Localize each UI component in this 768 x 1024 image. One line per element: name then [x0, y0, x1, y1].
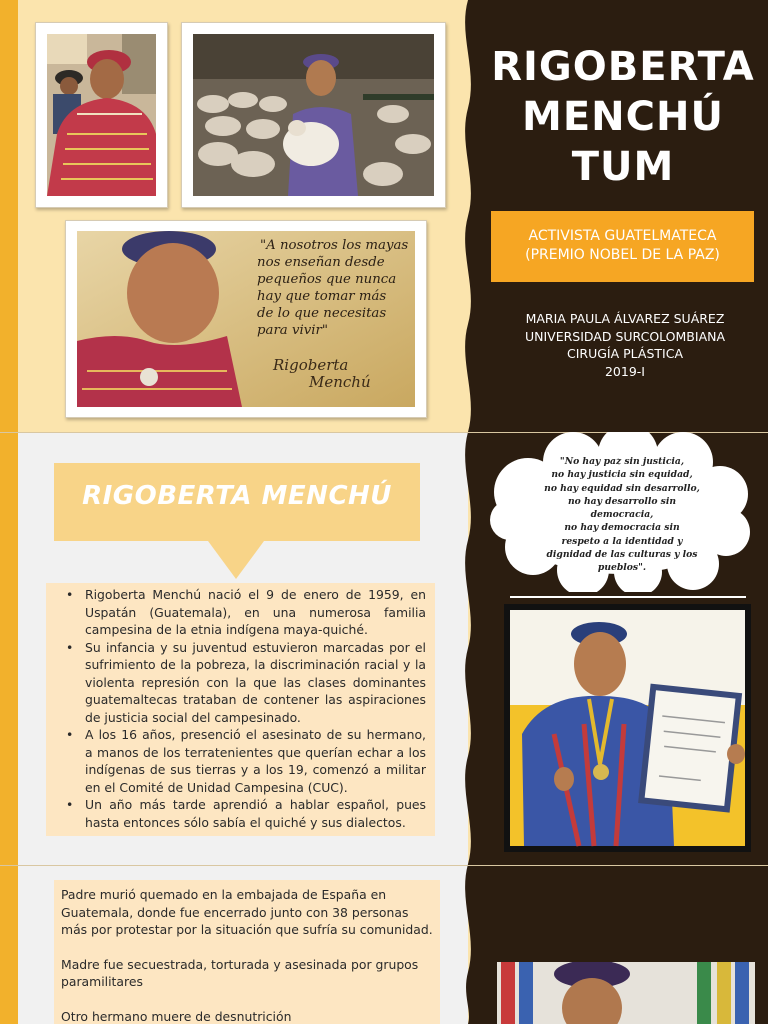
diploma-photo: [504, 604, 751, 852]
signature-text: Rigoberta Menchú: [273, 356, 371, 391]
bullet-icon: •: [66, 727, 74, 742]
family-paragraph: Madre fue secuestrada, torturada y asesinada por grupos paramilitares: [61, 956, 419, 989]
bio-item-text: A los 16 años, presenció el asesinato de su hermano, a manos de los terratenientes que querían echar a los indígenas de sus tierras y a los 19, comenzó a militar en el Comité de Unidad Campesina (CUC).: [85, 727, 426, 795]
author-university: UNIVERSIDAD SURCOLOMBIANA: [524, 328, 726, 344]
bullet-icon: •: [66, 797, 74, 812]
bio-list-item: [58, 639, 426, 727]
subtitle-badge: [491, 211, 754, 282]
page-title: [478, 42, 768, 192]
cloud-quote-line: "No hay paz sin justicia,: [559, 456, 685, 467]
section-heading: RIGOBERTA MENCHÚ: [82, 481, 392, 511]
bio-list-item: [58, 726, 426, 796]
cloud-quote-line: no hay desarrollo sin: [567, 495, 677, 507]
sheep-farm-photo: [193, 34, 434, 196]
family-paragraph: Otro hermano muere de desnutrición: [61, 1008, 292, 1024]
bio-list-item: [58, 586, 426, 639]
bio-item-text: Rigoberta Menchú nació el 9 de enero de 1959, en Uspatán (Guatemala), en una numerosa familia campesina de la etnia indígena maya-quiché.: [85, 587, 426, 637]
bio-item-text: Su infancia y su juventud estuvieron marcadas por el sufrimiento de la pobreza, la discriminación racial y la violenta represión con la que las clases dominantes guatemaltecas trataban de contener las aspiraciones de justicia social del campesinado.: [85, 639, 426, 725]
cloud-quote-line: respeto a la identidad y: [561, 535, 683, 547]
cloud-quote-line: no hay equidad sin desarrollo,: [544, 482, 700, 494]
left-accent-strip: [0, 0, 18, 1024]
down-arrow-icon: [208, 541, 264, 579]
section-divider: [0, 865, 768, 866]
bio-item-text: Un año más tarde aprendió a hablar español, pues hasta entonces sólo sabía el quiché y sus dialectos.: [85, 797, 426, 830]
flags-portrait-photo: [497, 962, 755, 1024]
bio-text-box: [46, 583, 435, 836]
title-line: RIGOBERTA: [491, 44, 755, 90]
cloud-quote-line: no hay democracia sin: [564, 522, 680, 534]
author-block: [500, 310, 750, 380]
subtitle-line: (PREMIO NOBEL DE LA PAZ): [525, 247, 720, 263]
title-line: MENCHÚ: [522, 94, 724, 140]
cloud-quote-line: pueblos".: [597, 562, 647, 574]
quote-card-text: "A nosotros los mayas nos enseñan desde pequeños que nunca hay que tomar más de lo que necesitas para vivir": [257, 238, 409, 338]
quote-card-photo: [77, 231, 415, 407]
cloud-quote-text: [528, 455, 716, 575]
family-text-box: [54, 880, 440, 1024]
bullet-icon: •: [66, 639, 74, 655]
title-line: TUM: [571, 144, 675, 190]
bio-list-item: [58, 796, 426, 831]
author-name: MARIA PAULA ÁLVAREZ SUÁREZ: [525, 311, 725, 326]
white-rule: [510, 596, 746, 598]
bio-list: [58, 586, 426, 831]
subtitle-line: ACTIVISTA GUATELMATECA: [528, 228, 717, 244]
family-paragraph: Padre murió quemado en la embajada de España en Guatemala, donde fue encerrado junto con 38 personas más por protestar por la situación que sufría su comunidad.: [61, 887, 433, 937]
author-period: 2019-I: [604, 363, 645, 379]
cloud-quote-line: dignidad de las culturas y los: [546, 549, 698, 561]
portrait-photo: [47, 34, 156, 196]
author-program: CIRUGÍA PLÁSTICA: [566, 346, 684, 361]
bullet-icon: •: [66, 587, 74, 602]
cloud-quote-line: democracia,: [590, 509, 654, 521]
cloud-quote-line: no hay justicia sin equidad,: [551, 469, 693, 481]
